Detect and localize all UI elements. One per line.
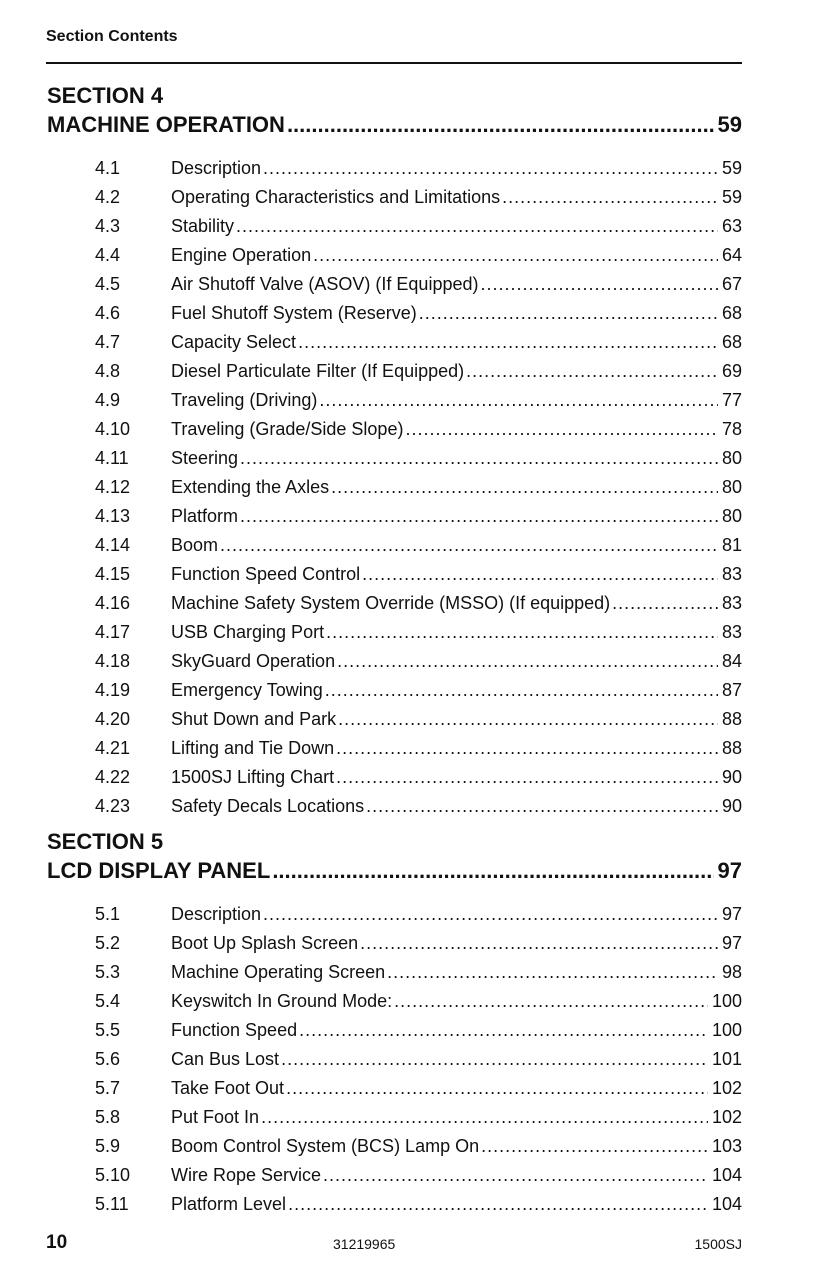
entry-number: 4.23 [95, 796, 131, 816]
entry-number: 5.2 [95, 933, 121, 953]
entry-number: 4.8 [95, 361, 121, 381]
entry-title: Emergency Towing [171, 680, 323, 700]
toc-entry[interactable] [47, 1099, 742, 1128]
entry-number: 5.3 [95, 962, 121, 982]
dot-leader [286, 1078, 708, 1099]
toc-entry[interactable] [47, 208, 742, 237]
entry-page: 88 [721, 738, 742, 758]
toc-entry[interactable] [47, 1186, 742, 1215]
entry-title: Steering [171, 448, 239, 468]
entry-page: 90 [721, 767, 742, 787]
entry-page: 101 [711, 1049, 742, 1069]
entry-title: Machine Operating Screen [171, 962, 386, 982]
entry-page: 83 [721, 564, 742, 584]
entry-title: Shut Down and Park [171, 709, 337, 729]
section-label: SECTION 5 [47, 829, 164, 854]
dot-leader [502, 187, 718, 208]
entry-number: 4.11 [95, 448, 129, 468]
page-number: 10 [46, 1232, 68, 1253]
dot-leader [287, 112, 714, 138]
entry-title: Diesel Particulate Filter (If Equipped) [171, 361, 465, 381]
section-title: LCD DISPLAY PANEL [47, 858, 271, 883]
dot-leader [612, 593, 718, 614]
toc-entry[interactable] [47, 353, 742, 382]
entry-number: 4.7 [95, 332, 121, 352]
dot-leader [313, 245, 718, 266]
entry-number: 5.10 [95, 1165, 131, 1185]
entry-number: 5.5 [95, 1020, 121, 1040]
dot-leader [360, 933, 718, 954]
toc-entry[interactable] [47, 556, 742, 585]
entry-title: Fuel Shutoff System (Reserve) [171, 303, 417, 323]
dot-leader [362, 564, 718, 585]
entry-page: 88 [721, 709, 742, 729]
entry-title: Traveling (Grade/Side Slope) [171, 419, 404, 439]
entry-title: SkyGuard Operation [171, 651, 336, 671]
toc-entry[interactable] [47, 1012, 742, 1041]
entry-page: 90 [721, 796, 742, 816]
entry-title: Machine Safety System Override (MSSO) (If equipped) [171, 593, 611, 613]
entry-number: 4.9 [95, 390, 121, 410]
toc-entries [47, 896, 742, 1215]
entry-number: 5.6 [95, 1049, 121, 1069]
toc-entry[interactable] [47, 411, 742, 440]
entry-title: Function Speed Control [171, 564, 361, 584]
toc-entry[interactable] [47, 730, 742, 759]
toc-entry[interactable] [47, 498, 742, 527]
entry-page: 63 [721, 216, 742, 236]
entry-number: 5.11 [95, 1194, 129, 1214]
section-page: 97 [717, 858, 742, 883]
entry-page: 100 [711, 1020, 742, 1040]
entry-number: 4.4 [95, 245, 121, 265]
entry-title: Put Foot In [171, 1107, 260, 1127]
toc-entry[interactable] [47, 925, 742, 954]
entry-page: 102 [711, 1078, 742, 1098]
entry-number: 5.8 [95, 1107, 121, 1127]
dot-leader [405, 419, 718, 440]
entry-page: 102 [711, 1107, 742, 1127]
toc-entry[interactable] [47, 788, 742, 817]
entry-title: Traveling (Driving) [171, 390, 318, 410]
toc-entry[interactable] [47, 701, 742, 730]
entry-number: 4.15 [95, 564, 131, 584]
header-title: Section Contents [46, 28, 178, 45]
toc-entry[interactable] [47, 983, 742, 1012]
entry-page: 78 [721, 419, 742, 439]
dot-leader [387, 962, 718, 983]
entry-page: 87 [721, 680, 742, 700]
entry-title: Stability [171, 216, 235, 236]
entry-title: Description [171, 904, 262, 924]
entry-page: 64 [721, 245, 742, 265]
entry-title: Operating Characteristics and Limitations [171, 187, 501, 207]
entry-number: 4.22 [95, 767, 131, 787]
toc-entries [47, 150, 742, 817]
entry-page: 98 [721, 962, 742, 982]
toc-entry[interactable] [47, 1070, 742, 1099]
entry-page: 100 [711, 991, 742, 1011]
section-5 [47, 828, 742, 1215]
dot-leader [336, 738, 718, 759]
entry-number: 4.17 [95, 622, 131, 642]
section-title-row[interactable] [47, 856, 742, 884]
entry-page: 84 [721, 651, 742, 671]
entry-title: Boot Up Splash Screen [171, 933, 359, 953]
toc-entry[interactable] [47, 1128, 742, 1157]
dot-leader [466, 361, 718, 382]
model-name: 1500SJ [694, 1236, 742, 1252]
entry-title: Engine Operation [171, 245, 312, 265]
entry-title: Platform Level [171, 1194, 287, 1214]
entry-page: 69 [721, 361, 742, 381]
toc-entry[interactable] [47, 324, 742, 353]
entry-number: 4.19 [95, 680, 131, 700]
section-title-row[interactable] [47, 110, 742, 138]
entry-page: 97 [721, 933, 742, 953]
toc-entry[interactable] [47, 643, 742, 672]
entry-number: 4.1 [95, 158, 121, 178]
dot-leader [481, 1136, 708, 1157]
entry-title: Wire Rope Service [171, 1165, 322, 1185]
dot-leader [263, 904, 718, 925]
toc-entry[interactable] [47, 527, 742, 556]
dot-leader [240, 448, 718, 469]
entry-title: Function Speed [171, 1020, 298, 1040]
dot-leader [240, 506, 718, 527]
dot-leader [394, 991, 708, 1012]
toc-entry[interactable] [47, 150, 742, 179]
section-label: SECTION 4 [47, 83, 164, 108]
dot-leader [326, 622, 718, 643]
section-page: 59 [717, 112, 742, 137]
entry-title: USB Charging Port [171, 622, 325, 642]
dot-leader [263, 158, 718, 179]
document-number: 31219965 [333, 1236, 396, 1252]
toc-entry[interactable] [47, 954, 742, 983]
toc-entry[interactable] [47, 266, 742, 295]
entry-number: 5.1 [95, 904, 121, 924]
entry-page: 80 [721, 477, 742, 497]
toc-entry[interactable] [47, 469, 742, 498]
dot-leader [366, 796, 718, 817]
entry-page: 80 [721, 506, 742, 526]
entry-number: 5.4 [95, 991, 121, 1011]
entry-page: 77 [721, 390, 742, 410]
section-4 [47, 82, 742, 817]
entry-number: 5.9 [95, 1136, 121, 1156]
entry-page: 104 [711, 1194, 742, 1214]
toc-entry[interactable] [47, 1157, 742, 1186]
entry-page: 59 [721, 187, 742, 207]
entry-number: 4.13 [95, 506, 131, 526]
dot-leader [480, 274, 717, 295]
entry-page: 80 [721, 448, 742, 468]
toc-entry[interactable] [47, 382, 742, 411]
toc-entry[interactable] [47, 896, 742, 925]
entry-page: 103 [711, 1136, 742, 1156]
entry-title: Safety Decals Locations [171, 796, 365, 816]
dot-leader [337, 651, 718, 672]
entry-number: 4.6 [95, 303, 121, 323]
entry-page: 68 [721, 332, 742, 352]
toc-entry[interactable] [47, 237, 742, 266]
toc-entry[interactable] [47, 440, 742, 469]
entry-number: 4.16 [95, 593, 131, 613]
dot-leader [298, 332, 718, 353]
dot-leader [336, 767, 718, 788]
entry-title: Can Bus Lost [171, 1049, 280, 1069]
page-footer [46, 1230, 742, 1254]
entry-page: 68 [721, 303, 742, 323]
section-title: MACHINE OPERATION [47, 112, 285, 137]
dot-leader [220, 535, 718, 556]
toc-entry[interactable] [47, 585, 742, 614]
entry-number: 4.12 [95, 477, 131, 497]
entry-title: Extending the Axles [171, 477, 330, 497]
entry-number: 4.14 [95, 535, 131, 555]
dot-leader [331, 477, 718, 498]
entry-number: 4.21 [95, 738, 131, 758]
toc-entry[interactable] [47, 614, 742, 643]
dot-leader [299, 1020, 708, 1041]
entry-title: Air Shutoff Valve (ASOV) (If Equipped) [171, 274, 479, 294]
entry-page: 104 [711, 1165, 742, 1185]
entry-title: Boom [171, 535, 219, 555]
header-divider [46, 62, 742, 64]
dot-leader [281, 1049, 708, 1070]
entry-title: Lifting and Tie Down [171, 738, 335, 758]
entry-number: 4.3 [95, 216, 121, 236]
entry-page: 97 [721, 904, 742, 924]
entry-page: 83 [721, 593, 742, 613]
dot-leader [419, 303, 718, 324]
toc-entry[interactable] [47, 759, 742, 788]
dot-leader [272, 858, 713, 884]
entry-title: Description [171, 158, 262, 178]
toc-entry[interactable] [47, 1041, 742, 1070]
entry-number: 4.2 [95, 187, 121, 207]
dot-leader [319, 390, 718, 411]
entry-title: Boom Control System (BCS) Lamp On [171, 1136, 480, 1156]
entry-title: Platform [171, 506, 239, 526]
entry-page: 81 [721, 535, 742, 555]
dot-leader [288, 1194, 708, 1215]
entry-title: Keyswitch In Ground Mode: [171, 991, 393, 1011]
entry-page: 67 [721, 274, 742, 294]
entry-number: 5.7 [95, 1078, 121, 1098]
entry-page: 59 [721, 158, 742, 178]
dot-leader [261, 1107, 708, 1128]
entry-title: Take Foot Out [171, 1078, 285, 1098]
entry-number: 4.10 [95, 419, 131, 439]
dot-leader [323, 1165, 708, 1186]
entry-number: 4.5 [95, 274, 121, 294]
entry-number: 4.20 [95, 709, 131, 729]
toc-entry[interactable] [47, 179, 742, 208]
entry-title: 1500SJ Lifting Chart [171, 767, 335, 787]
toc-entry[interactable] [47, 295, 742, 324]
toc-entry[interactable] [47, 672, 742, 701]
dot-leader [325, 680, 718, 701]
dot-leader [338, 709, 718, 730]
dot-leader [236, 216, 718, 237]
entry-title: Capacity Select [171, 332, 297, 352]
entry-page: 83 [721, 622, 742, 642]
entry-number: 4.18 [95, 651, 131, 671]
